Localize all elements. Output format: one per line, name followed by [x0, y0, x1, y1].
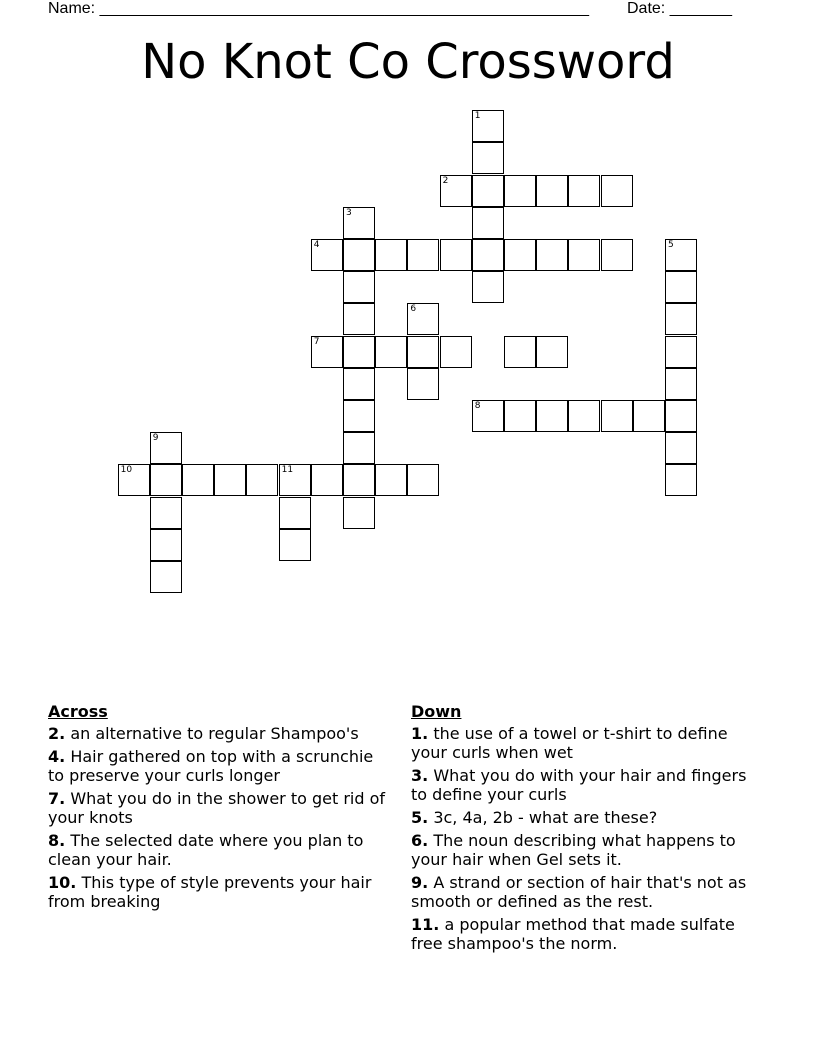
grid-cell[interactable]: [472, 142, 504, 174]
grid-cell[interactable]: [568, 400, 600, 432]
down-clue-number: 1.: [411, 724, 429, 743]
grid-cell[interactable]: [343, 400, 375, 432]
across-clue-text: This type of style prevents your hair from breaking: [48, 873, 372, 911]
grid-cell[interactable]: [472, 271, 504, 303]
grid-cell[interactable]: [665, 271, 697, 303]
across-heading: Across: [48, 702, 108, 721]
grid-cell[interactable]: [504, 239, 536, 271]
down-clue: [411, 766, 756, 804]
grid-cell[interactable]: [536, 400, 568, 432]
grid-cell[interactable]: [440, 239, 472, 271]
grid-cell[interactable]: [407, 464, 439, 496]
grid-cell[interactable]: [311, 239, 343, 271]
down-clue-text: the use of a towel or t-shirt to define your curls when wet: [411, 724, 728, 762]
grid-cell[interactable]: [472, 400, 504, 432]
down-clue-text: What you do with your hair and fingers to define your curls: [411, 766, 747, 804]
grid-cell[interactable]: [407, 368, 439, 400]
across-clue-text: an alternative to regular Shampoo's: [70, 724, 359, 743]
down-clue-number: 11.: [411, 915, 440, 934]
down-clue: [411, 873, 756, 911]
grid-cell[interactable]: [665, 464, 697, 496]
grid-cell[interactable]: [311, 464, 343, 496]
grid-cell[interactable]: [343, 207, 375, 239]
down-heading: Down: [411, 702, 462, 721]
down-clue-text: 3c, 4a, 2b - what are these?: [433, 808, 658, 827]
grid-cell[interactable]: [343, 368, 375, 400]
across-clue: [48, 789, 393, 827]
across-clue-number: 7.: [48, 789, 66, 808]
across-clue-text: The selected date where you plan to clean your hair.: [48, 831, 364, 869]
cell-number: 4: [313, 240, 320, 250]
grid-cell[interactable]: [665, 336, 697, 368]
grid-cell[interactable]: [472, 110, 504, 142]
grid-cell[interactable]: [504, 400, 536, 432]
grid-cell[interactable]: [601, 400, 633, 432]
grid-cell[interactable]: [665, 400, 697, 432]
grid-cell[interactable]: [375, 239, 407, 271]
down-clue-number: 5.: [411, 808, 429, 827]
grid-cell[interactable]: [343, 336, 375, 368]
grid-cell[interactable]: [343, 303, 375, 335]
grid-cell[interactable]: [665, 432, 697, 464]
grid-cell[interactable]: [472, 207, 504, 239]
cell-number: 10: [120, 465, 133, 476]
grid-cell[interactable]: [665, 368, 697, 400]
down-clue-text: A strand or section of hair that's not as smooth or defined as the rest.: [411, 873, 747, 911]
grid-cell[interactable]: [407, 336, 439, 368]
cell-number: 2: [442, 175, 449, 186]
grid-cell[interactable]: [665, 303, 697, 335]
grid-cell[interactable]: [343, 497, 375, 529]
grid-cell[interactable]: [601, 175, 633, 207]
date-field-label: Date: _______: [627, 0, 732, 17]
grid-cell[interactable]: [279, 464, 311, 496]
grid-cell[interactable]: [665, 239, 697, 271]
grid-cell[interactable]: [150, 561, 182, 593]
grid-cell[interactable]: [150, 497, 182, 529]
across-clue: [48, 831, 393, 869]
down-clue: [411, 808, 756, 827]
cell-number: 7: [313, 336, 320, 347]
grid-cell[interactable]: [407, 239, 439, 271]
across-clues: [48, 702, 393, 915]
grid-cell[interactable]: [536, 239, 568, 271]
grid-cell[interactable]: [343, 464, 375, 496]
page-title: No Knot Co Crossword: [141, 34, 675, 90]
across-clue: [48, 724, 393, 743]
down-clue-text: a popular method that made sulfate free shampoo's the norm.: [411, 915, 735, 953]
grid-cell[interactable]: [279, 497, 311, 529]
down-clue-number: 9.: [411, 873, 429, 892]
grid-cell[interactable]: [568, 239, 600, 271]
grid-cell[interactable]: [440, 175, 472, 207]
cell-number: 9: [152, 433, 159, 444]
grid-cell[interactable]: [343, 239, 375, 271]
across-clue: [48, 873, 393, 911]
grid-cell[interactable]: [536, 175, 568, 207]
grid-cell[interactable]: [440, 336, 472, 368]
grid-cell[interactable]: [375, 336, 407, 368]
cell-number: 11: [281, 465, 294, 476]
down-clues: [411, 702, 756, 957]
across-clue: [48, 747, 393, 785]
across-clue-number: 10.: [48, 873, 77, 892]
grid-cell[interactable]: [504, 175, 536, 207]
grid-cell[interactable]: [118, 464, 150, 496]
down-clue-number: 3.: [411, 766, 429, 785]
grid-cell[interactable]: [214, 464, 246, 496]
grid-cell[interactable]: [504, 336, 536, 368]
grid-cell[interactable]: [472, 175, 504, 207]
down-clue: [411, 915, 756, 953]
grid-cell[interactable]: [601, 239, 633, 271]
grid-cell[interactable]: [182, 464, 214, 496]
grid-cell[interactable]: [311, 336, 343, 368]
grid-cell[interactable]: [536, 336, 568, 368]
down-clue: [411, 724, 756, 762]
grid-cell[interactable]: [407, 303, 439, 335]
grid-cell[interactable]: [279, 529, 311, 561]
grid-cell[interactable]: [568, 175, 600, 207]
grid-cell[interactable]: [375, 464, 407, 496]
grid-cell[interactable]: [150, 529, 182, 561]
grid-cell[interactable]: [343, 432, 375, 464]
down-clue: [411, 831, 756, 869]
grid-cell[interactable]: [633, 400, 665, 432]
cell-number: 8: [474, 401, 481, 411]
cell-number: 6: [410, 304, 417, 315]
across-clue-number: 2.: [48, 724, 66, 743]
grid-cell[interactable]: [343, 271, 375, 303]
grid-cell[interactable]: [150, 464, 182, 496]
name-field-label: Name: _______________________________________________________: [48, 0, 589, 17]
cell-number: 3: [346, 207, 352, 218]
grid-cell[interactable]: [150, 432, 182, 464]
down-clue-number: 6.: [411, 831, 429, 850]
grid-cell[interactable]: [472, 239, 504, 271]
cell-number: 5: [668, 240, 674, 250]
grid-cell[interactable]: [246, 464, 278, 496]
across-clue-text: Hair gathered on top with a scrunchie to preserve your curls longer: [48, 747, 374, 785]
across-clue-number: 8.: [48, 831, 66, 850]
cell-number: 1: [474, 111, 481, 122]
across-clue-number: 4.: [48, 747, 66, 766]
down-clue-text: The noun describing what happens to your hair when Gel sets it.: [411, 831, 736, 869]
across-clue-text: What you do in the shower to get rid of your knots: [48, 789, 386, 827]
